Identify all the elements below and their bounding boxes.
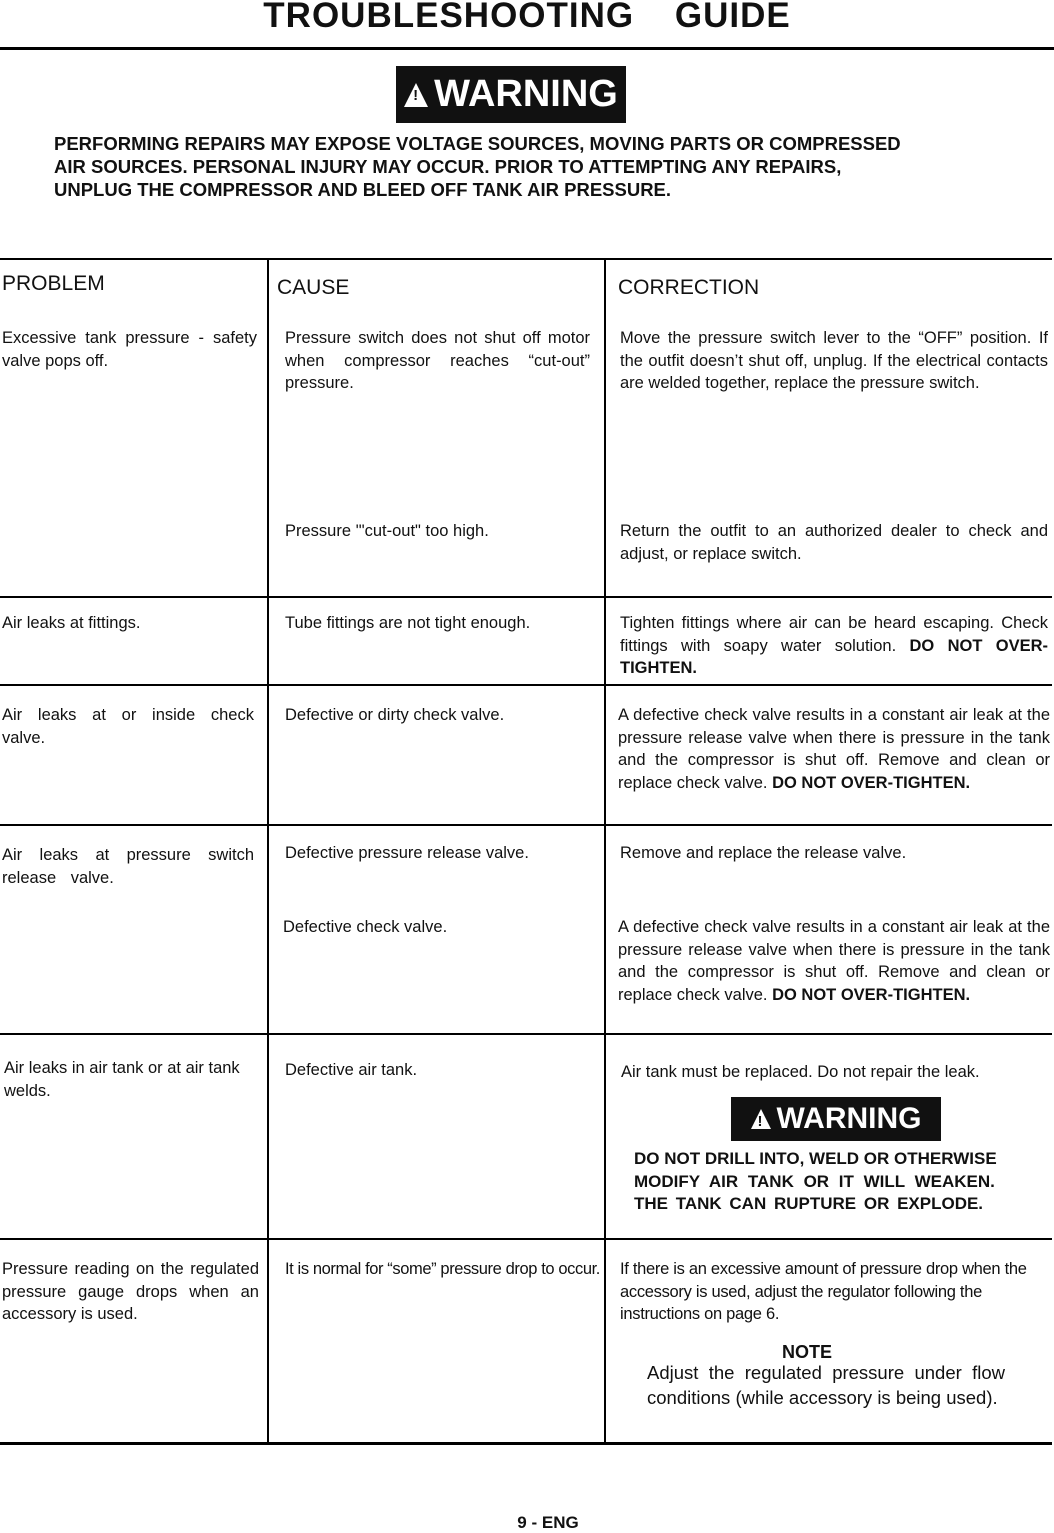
correction-emphasis: DO NOT OVER-TIGHTEN. xyxy=(772,773,971,792)
cause-cell: Defective or dirty check valve. xyxy=(285,706,505,724)
header-correction: CORRECTION xyxy=(618,276,760,299)
header-problem: PROBLEM xyxy=(2,272,105,295)
warning-badge-label: WARNING xyxy=(776,1102,922,1135)
warning-badge xyxy=(731,1097,941,1141)
column-divider-2 xyxy=(604,258,606,1444)
row-divider xyxy=(0,684,1052,686)
top-warning-line: UNPLUG THE COMPRESSOR AND BLEED OFF TANK AIR PRESSURE. xyxy=(54,179,672,200)
correction-cell: Remove and replace the release valve. xyxy=(620,844,907,862)
cause-cell: Defective check valve. xyxy=(283,918,448,936)
tank-warning-line: THE TANK CAN RUPTURE OR EXPLODE. xyxy=(634,1194,984,1213)
table-top-rule xyxy=(0,258,1052,260)
row-divider xyxy=(0,824,1052,826)
cause-cell: Defective air tank. xyxy=(285,1061,418,1079)
note-label: NOTE xyxy=(782,1342,833,1362)
correction-emphasis: DO NOT OVER-TIGHTEN. xyxy=(620,636,1048,677)
correction-text: Tighten fittings where air can be heard escaping. Check fittings with soapy water solution. xyxy=(620,614,1048,655)
header-cause: CAUSE xyxy=(277,276,350,299)
problem-cell: Pressure reading on the regulated pressure gauge drops when an accessory is used. xyxy=(2,1260,259,1323)
problem-cell: Air leaks in air tank or at air tank welds. xyxy=(4,1059,240,1100)
correction-cell: Move the pressure switch lever to the “OFF” position. If the outfit doesn’t shut off, unplug. If the electrical contacts are welded together, replace the pressure switch. xyxy=(620,329,1048,392)
problem-cell: Air leaks at or inside check valve. xyxy=(2,706,254,747)
cause-cell: Tube fittings are not tight enough. xyxy=(285,614,531,632)
tank-warning-line: DO NOT DRILL INTO, WELD OR OTHERWISE xyxy=(634,1149,997,1168)
tank-warning-text xyxy=(634,1148,1034,1216)
correction-text: A defective check valve results in a constant air leak at the pressure release valve when there is pressure in the tank and the compressor is shut off. Remove and clean or replace check valve. xyxy=(618,918,1050,1004)
note-text: Adjust the regulated pressure under flow conditions (while accessory is being used). xyxy=(647,1362,1005,1408)
table-bottom-rule xyxy=(0,1442,1052,1445)
problem-cell: Excessive tank pressure - safety valve pops off. xyxy=(2,329,257,370)
correction-cell: Return the outfit to an authorized dealer to check and adjust, or replace switch. xyxy=(620,522,1048,563)
row-divider xyxy=(0,596,1052,598)
correction-cell xyxy=(618,916,1050,1006)
row-divider xyxy=(0,1238,1052,1240)
tank-warning-line: MODIFY AIR TANK OR IT WILL WEAKEN. xyxy=(634,1171,995,1191)
warning-badge-label: WARNING xyxy=(434,73,618,115)
warning-badge xyxy=(396,66,626,123)
top-warning-text xyxy=(54,132,974,201)
correction-cell: Air tank must be replaced. Do not repair the leak. xyxy=(621,1063,980,1081)
cause-cell: It is normal for “some” pressure drop to occur. xyxy=(285,1260,600,1278)
correction-cell xyxy=(618,704,1050,794)
row-divider xyxy=(0,1033,1052,1035)
problem-cell: Air leaks at fittings. xyxy=(2,614,141,632)
correction-cell: If there is an excessive amount of pressure drop when the accessory is used, adjust the regulator following the instructions on page 6. xyxy=(620,1260,1027,1323)
page-number: 9 - ENG xyxy=(517,1513,579,1532)
correction-cell xyxy=(620,612,1048,680)
warning-triangle-icon xyxy=(751,1109,771,1129)
correction-emphasis: DO NOT OVER-TIGHTEN. xyxy=(772,985,971,1004)
page-title: TROUBLESHOOTING GUIDE xyxy=(263,0,791,35)
problem-cell: Air leaks at pressure switch release valve. xyxy=(2,846,254,887)
title-rule xyxy=(0,47,1054,50)
correction-text: A defective check valve results in a constant air leak at the pressure release valve when there is pressure in the tank and the compressor is shut off. Remove and clean or replace check valve. xyxy=(618,706,1050,792)
warning-triangle-icon xyxy=(404,83,428,107)
cause-cell: Pressure switch does not shut off motor when compressor reaches “cut-out” pressure. xyxy=(285,329,590,392)
column-divider-1 xyxy=(267,258,269,1444)
top-warning-line: PERFORMING REPAIRS MAY EXPOSE VOLTAGE SOURCES, MOVING PARTS OR COMPRESSED xyxy=(54,133,901,154)
top-warning-line: AIR SOURCES. PERSONAL INJURY MAY OCCUR. PRIOR TO ATTEMPTING ANY REPAIRS, xyxy=(54,156,842,177)
cause-cell: Pressure '"cut-out" too high. xyxy=(285,522,489,540)
cause-cell: Defective pressure release valve. xyxy=(285,844,529,862)
